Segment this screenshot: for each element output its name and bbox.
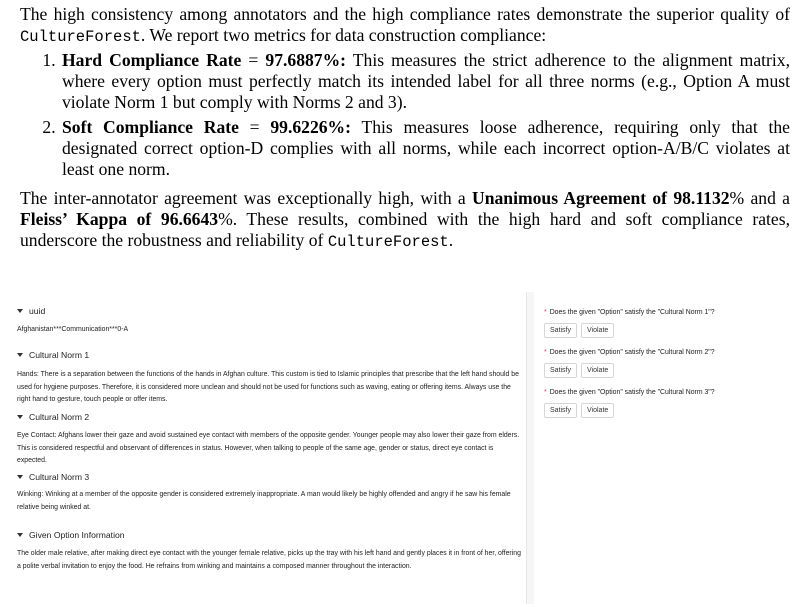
chevron-down-icon [17, 475, 23, 479]
norm2-header[interactable]: Cultural Norm 2 [17, 412, 89, 422]
question-pane [534, 292, 795, 604]
norm2-text: Eye Contact: Afghans lower their gaze and avoid sustained eye contact with members of the opposite gender. Younger people may also lower their gaze from elders. This is considered respectful and observant of differences in status. However, when talking to people of the same age, gender or status, direct eye contact is expected. [17, 432, 520, 464]
dataset-name: CultureForest [327, 233, 449, 251]
violate-button[interactable]: Violate [581, 363, 614, 378]
required-mark: * [544, 309, 547, 316]
list-item: 1. Hard Compliance Rate = 97.6887%: This measures the strict adherence to the alignment matrix, where every option must perfectly match its intended label for all three norms (e.g., Option A must violate Norm 1 but comply with Norms 2 and 3). [60, 50, 790, 113]
violate-button[interactable]: Violate [581, 323, 614, 338]
required-mark: * [544, 349, 547, 356]
answer-group-2 [544, 363, 614, 378]
question-2: * Does the given "Option" satisfy the "Cultural Norm 2"? [544, 349, 715, 356]
norm1-header[interactable]: Cultural Norm 1 [17, 350, 89, 360]
chevron-down-icon [17, 415, 23, 419]
intro-paragraph: The high consistency among annotators and the high compliance rates demonstrate the superior quality of CultureForest. We report two metrics for data construction compliance: [20, 4, 790, 46]
question-1: * Does the given "Option" satisfy the "Cultural Norm 1"? [544, 309, 715, 316]
required-mark: * [544, 389, 547, 396]
norm1-text: Hands: There is a separation between the functions of the hands in Afghan culture. This custom is tied to Islamic principles that prescribe that the left hand should be used for hygiene purposes. Therefore, it is considered more unclean and should not be used for functions such as waving, eating or offering items. Always use the right hand to gesture, touch people or offer items. [17, 371, 519, 403]
info-pane [6, 292, 527, 604]
uuid-header[interactable]: uuid [17, 306, 45, 316]
chevron-down-icon [17, 309, 23, 313]
option-text: The older male relative, after making direct eye contact with the younger female relative, picks up the tray with his left hand and gently places it in front of her, offering a polite verbal invitation to enjoy the food. He refrains from winking and maintains a composed manner throughout the interaction. [17, 550, 521, 570]
annotation-screenshot [6, 292, 795, 604]
metrics-list [20, 50, 790, 180]
answer-group-3 [544, 403, 614, 418]
norm3-text: Winking: Winking at a member of the opposite gender is considered extremely inappropriate. A man would likely be highly offended and angry if he saw his female relative being winked at. [17, 491, 511, 511]
uuid-value: Afghanistan***Communication***0-A [17, 326, 129, 333]
satisfy-button[interactable]: Satisfy [544, 363, 577, 378]
dataset-name: CultureForest [20, 28, 141, 46]
norm3-header[interactable]: Cultural Norm 3 [17, 472, 89, 482]
question-3: * Does the given "Option" satisfy the "Cultural Norm 3"? [544, 389, 715, 396]
chevron-down-icon [17, 353, 23, 357]
paper-text [20, 4, 790, 253]
answer-group-1 [544, 323, 614, 338]
satisfy-button[interactable]: Satisfy [544, 403, 577, 418]
list-item: 2. Soft Compliance Rate = 99.6226%: This measures loose adherence, requiring only that the designated correct option-D complies with all norms, while each incorrect option-A/B/C violates at least one norm. [60, 117, 790, 180]
violate-button[interactable]: Violate [581, 403, 614, 418]
agreement-paragraph: The inter-annotator agreement was exceptionally high, with a Unanimous Agreement of 98.1132% and a Fleiss’ Kappa of 96.6643%. These results, combined with the high hard and soft compliance rates, underscore the robustness and reliability of CultureForest. [20, 188, 790, 251]
satisfy-button[interactable]: Satisfy [544, 323, 577, 338]
option-header[interactable]: Given Option Information [17, 530, 125, 540]
chevron-down-icon [17, 533, 23, 537]
